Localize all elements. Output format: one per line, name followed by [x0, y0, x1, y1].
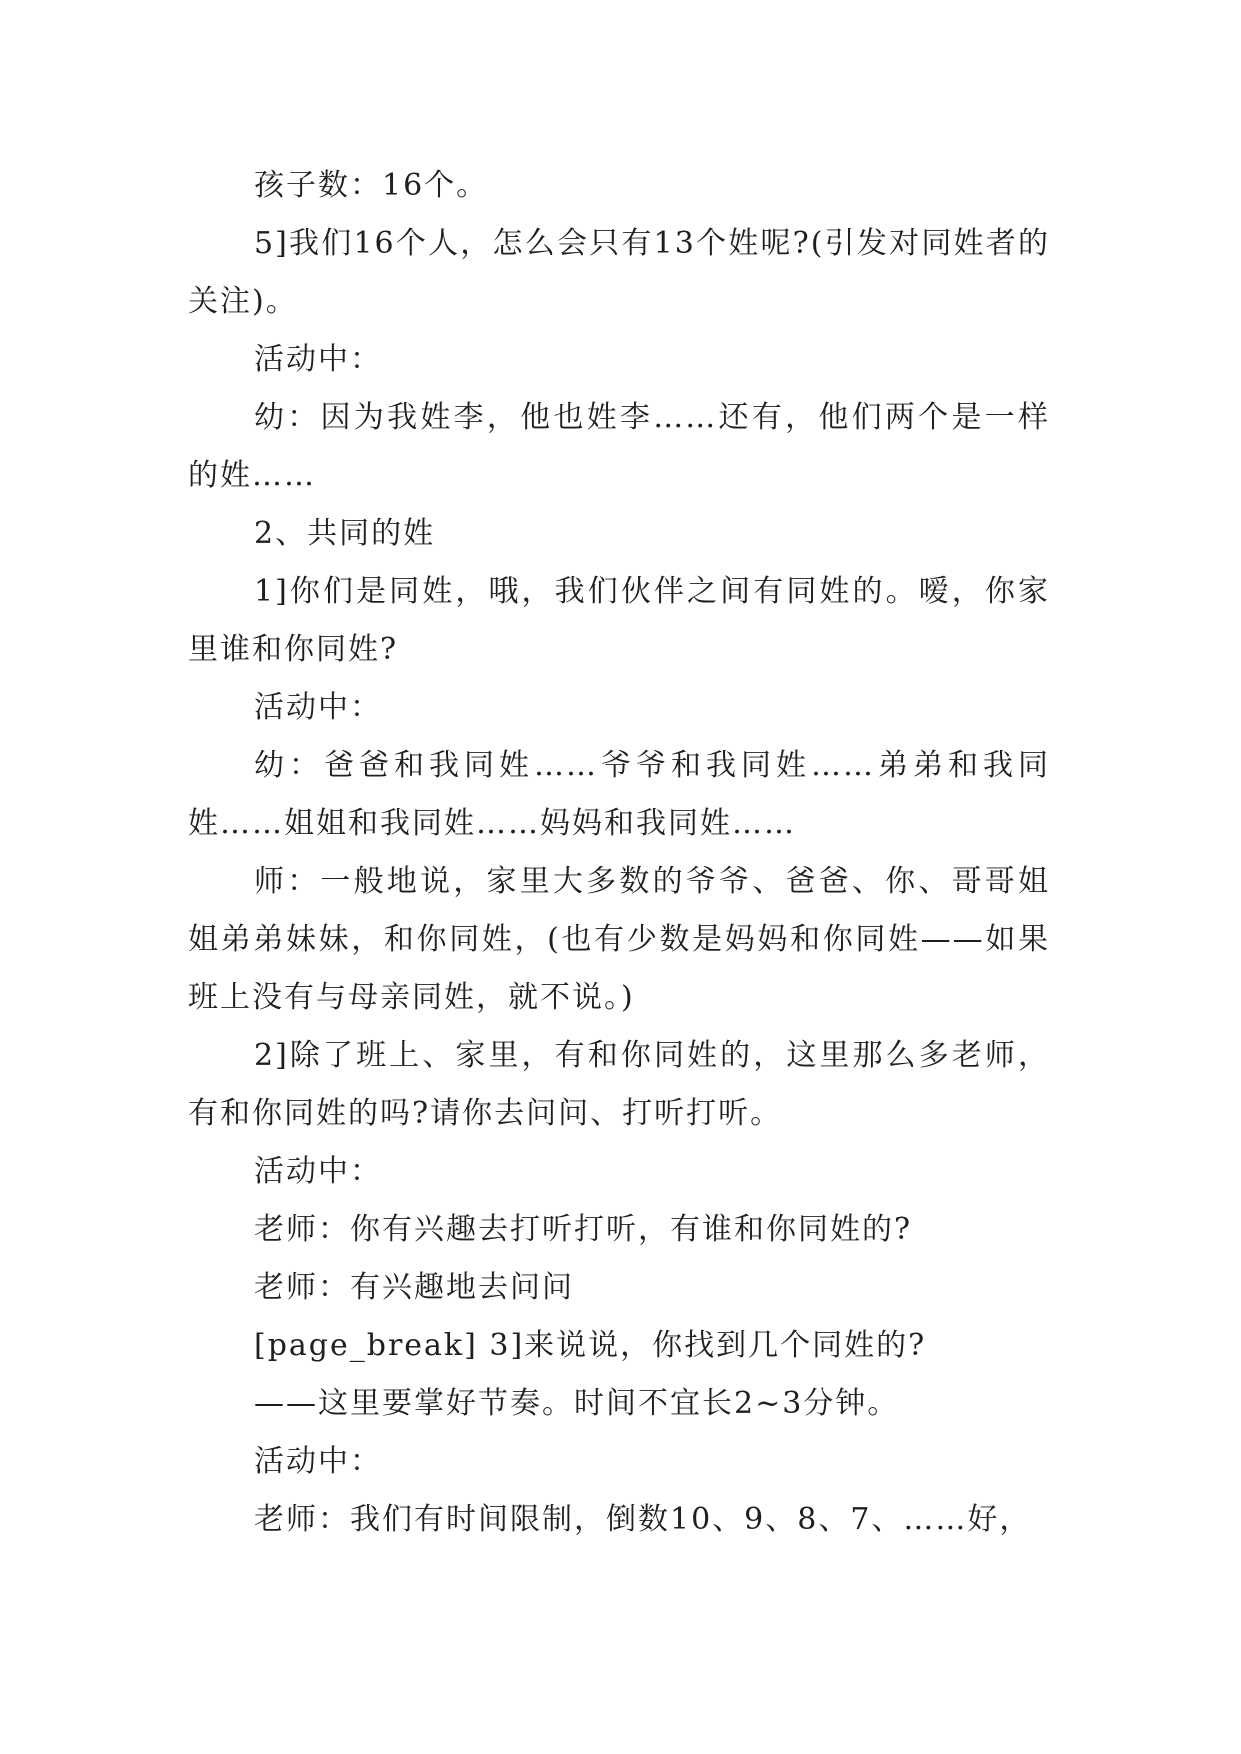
- paragraph-teacher-countdown: 老师：我们有时间限制，倒数10、9、8、7、……好，: [254, 1502, 1032, 1537]
- paragraph-activity-label: 活动中：: [254, 1154, 382, 1189]
- paragraph-teacher-prompt: 老师：你有兴趣去打听打听，有谁和你同姓的?: [254, 1212, 913, 1247]
- paragraph-question-one: 1]你们是同姓，哦，我们伙伴之间有同姓的。嗳，你家里谁和你同姓?: [188, 574, 1050, 667]
- paragraph-activity-label: 活动中：: [254, 1444, 382, 1479]
- paragraph-question-three: [page_break] 3]来说说，你找到几个同姓的?: [254, 1328, 927, 1363]
- section-heading-common-surname: 2、共同的姓: [254, 516, 436, 551]
- paragraph-pacing-note: ——这里要掌好节奏。时间不宜长2~3分钟。: [254, 1386, 900, 1421]
- document-body: [188, 157, 1050, 1549]
- paragraph-activity-label: 活动中：: [254, 342, 382, 377]
- paragraph-child-count: 孩子数：16个。: [254, 168, 489, 203]
- paragraph-question-five: 5]我们16个人，怎么会只有13个姓呢?(引发对同姓者的关注)。: [188, 226, 1050, 319]
- paragraph-activity-label: 活动中：: [254, 690, 382, 725]
- paragraph-child-family-answer: 幼：爸爸和我同姓……爷爷和我同姓……弟弟和我同姓……姐姐和我同姓……妈妈和我同姓……: [188, 748, 1050, 841]
- paragraph-teacher-prompt: 老师：有兴趣地去问问: [254, 1270, 574, 1305]
- paragraph-child-answer: 幼：因为我姓李，他也姓李……还有，他们两个是一样的姓……: [188, 400, 1050, 493]
- paragraph-question-two: 2]除了班上、家里，有和你同姓的，这里那么多老师，有和你同姓的吗?请你去问问、打听打听。: [188, 1038, 1050, 1131]
- paragraph-teacher-explanation: 师：一般地说，家里大多数的爷爷、爸爸、你、哥哥姐姐弟弟妹妹，和你同姓，(也有少数是妈妈和你同姓——如果班上没有与母亲同姓，就不说。): [188, 864, 1050, 1015]
